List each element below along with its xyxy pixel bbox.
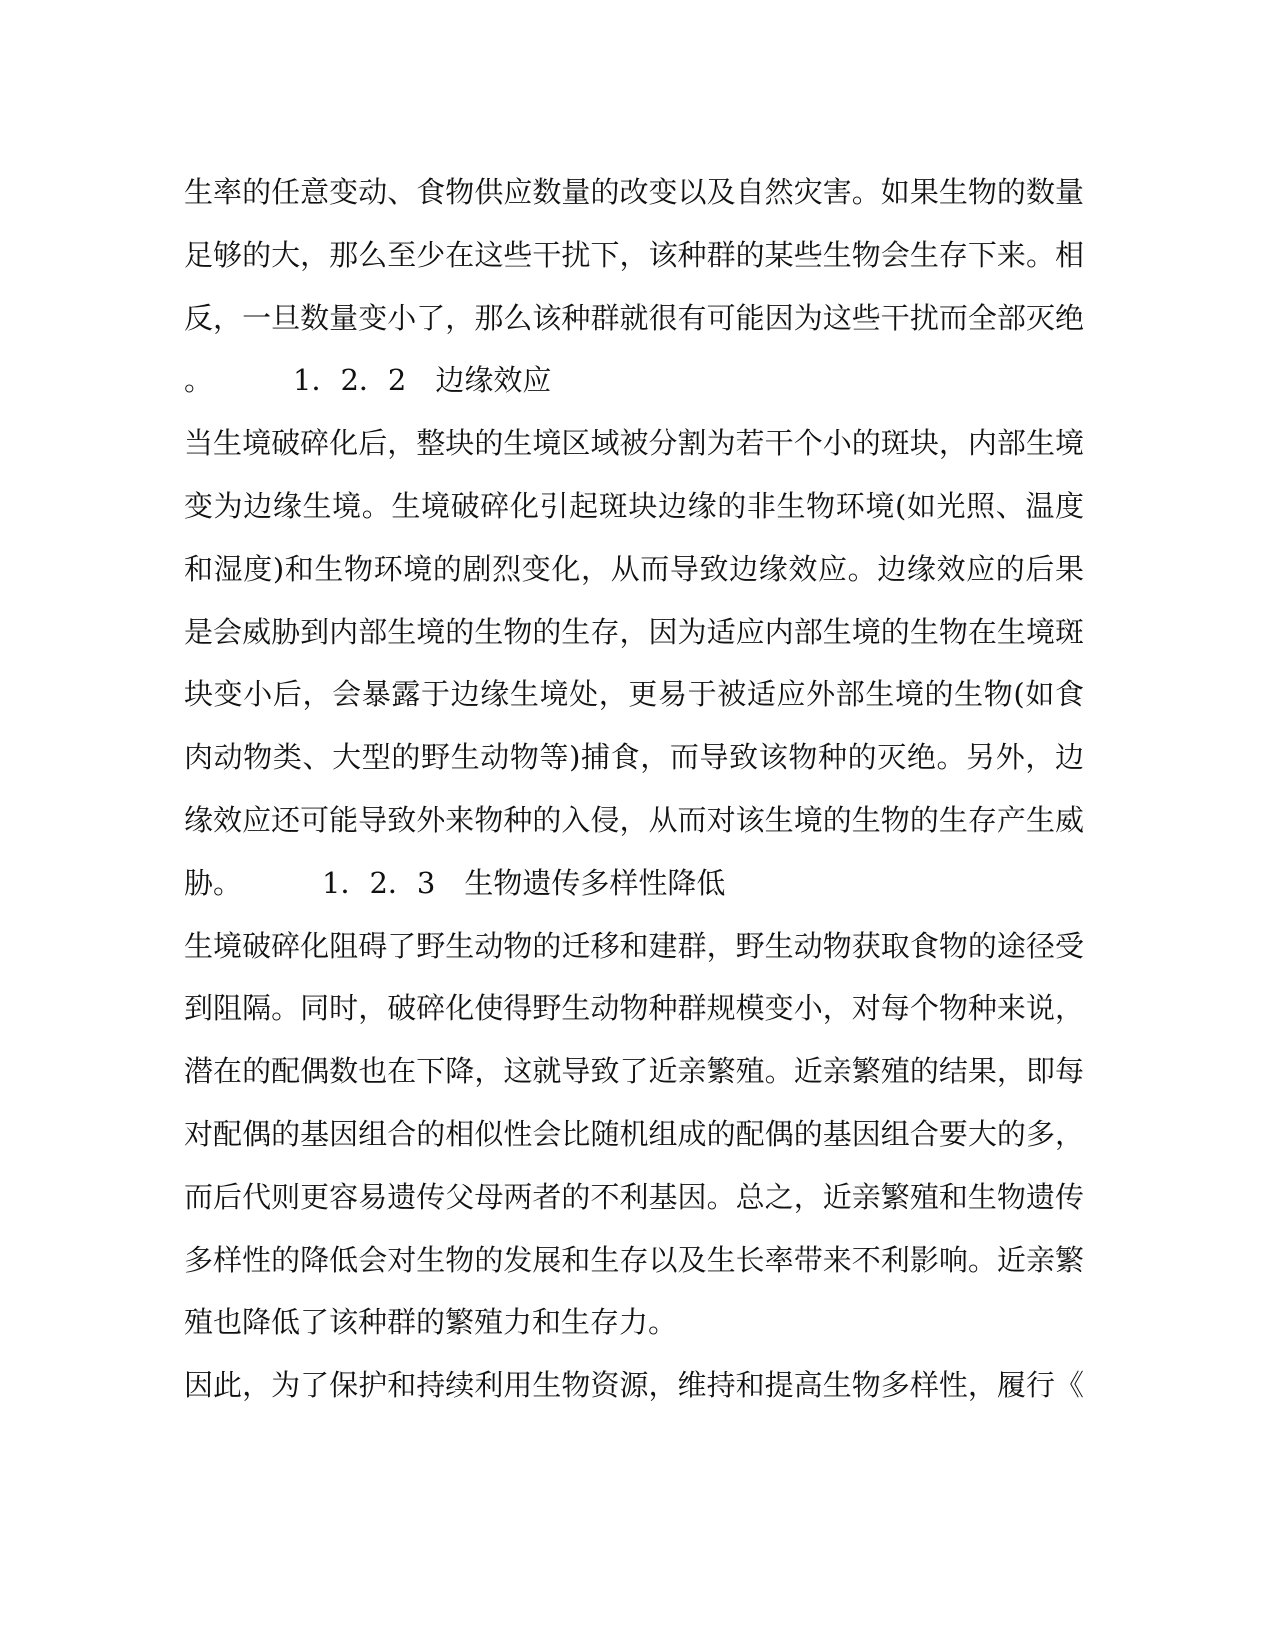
text-line: 变为边缘生境。生境破碎化引起斑块边缘的非生物环境(如光照、温度 — [184, 488, 1084, 523]
text-line: 当生境破碎化后，整块的生境区域被分割为若干个小的斑块，内部生境 — [184, 426, 1084, 461]
line-prefix: 胁。 — [184, 865, 243, 900]
text-line: 多样性的降低会对生物的发展和生存以及生长率带来不利影响。近亲繁 — [184, 1242, 1084, 1277]
text-line: 缘效应还可能导致外来物种的入侵，从而对该生境的生物的生存产生威 — [184, 802, 1084, 837]
text-line: 生率的任意变动、食物供应数量的改变以及自然灾害。如果生物的数量 — [184, 175, 1084, 209]
text-line: 殖也降低了该种群的繁殖力和生存力。 — [184, 1305, 678, 1340]
text-line: 反，一旦数量变小了，那么该种群就很有可能因为这些干扰而全部灭绝 — [184, 300, 1084, 335]
text-line: 对配偶的基因组合的相似性会比随机组成的配偶的基因组合要大的多， — [184, 1116, 1084, 1151]
section-heading-1-2-2: 1．2．2 边缘效应 — [293, 363, 552, 398]
text-line: 因此，为了保护和持续利用生物资源，维持和提高生物多样性，履行《 — [184, 1368, 1084, 1403]
text-line: 生境破碎化阻碍了野生动物的迁移和建群，野生动物获取食物的途径受 — [184, 928, 1084, 963]
text-line: 肉动物类、大型的野生动物等)捕食，而导致该物种的灭绝。另外，边 — [184, 740, 1084, 775]
text-line: 而后代则更容易遗传父母两者的不利基因。总之，近亲繁殖和生物遗传 — [184, 1179, 1084, 1214]
text-line: 和湿度)和生物环境的剧烈变化，从而导致边缘效应。边缘效应的后果 — [184, 551, 1084, 586]
line-prefix: 。 — [184, 363, 214, 398]
text-line: 潜在的配偶数也在下降，这就导致了近亲繁殖。近亲繁殖的结果，即每 — [184, 1054, 1084, 1089]
text-line: 足够的大，那么至少在这些干扰下，该种群的某些生物会生存下来。相 — [184, 237, 1084, 272]
text-line: 是会威胁到内部生境的生物的生存，因为适应内部生境的生物在生境斑 — [184, 614, 1084, 649]
text-line: 块变小后，会暴露于边缘生境处，更易于被适应外部生境的生物(如食 — [184, 677, 1084, 712]
section-heading-1-2-3: 1．2．3 生物遗传多样性降低 — [322, 865, 726, 900]
text-line-with-heading — [184, 852, 1084, 915]
text-line-with-heading — [184, 349, 1084, 412]
body-text — [184, 161, 1084, 1417]
text-line: 到阻隔。同时，破碎化使得野生动物种群规模变小，对每个物种来说， — [184, 991, 1084, 1026]
